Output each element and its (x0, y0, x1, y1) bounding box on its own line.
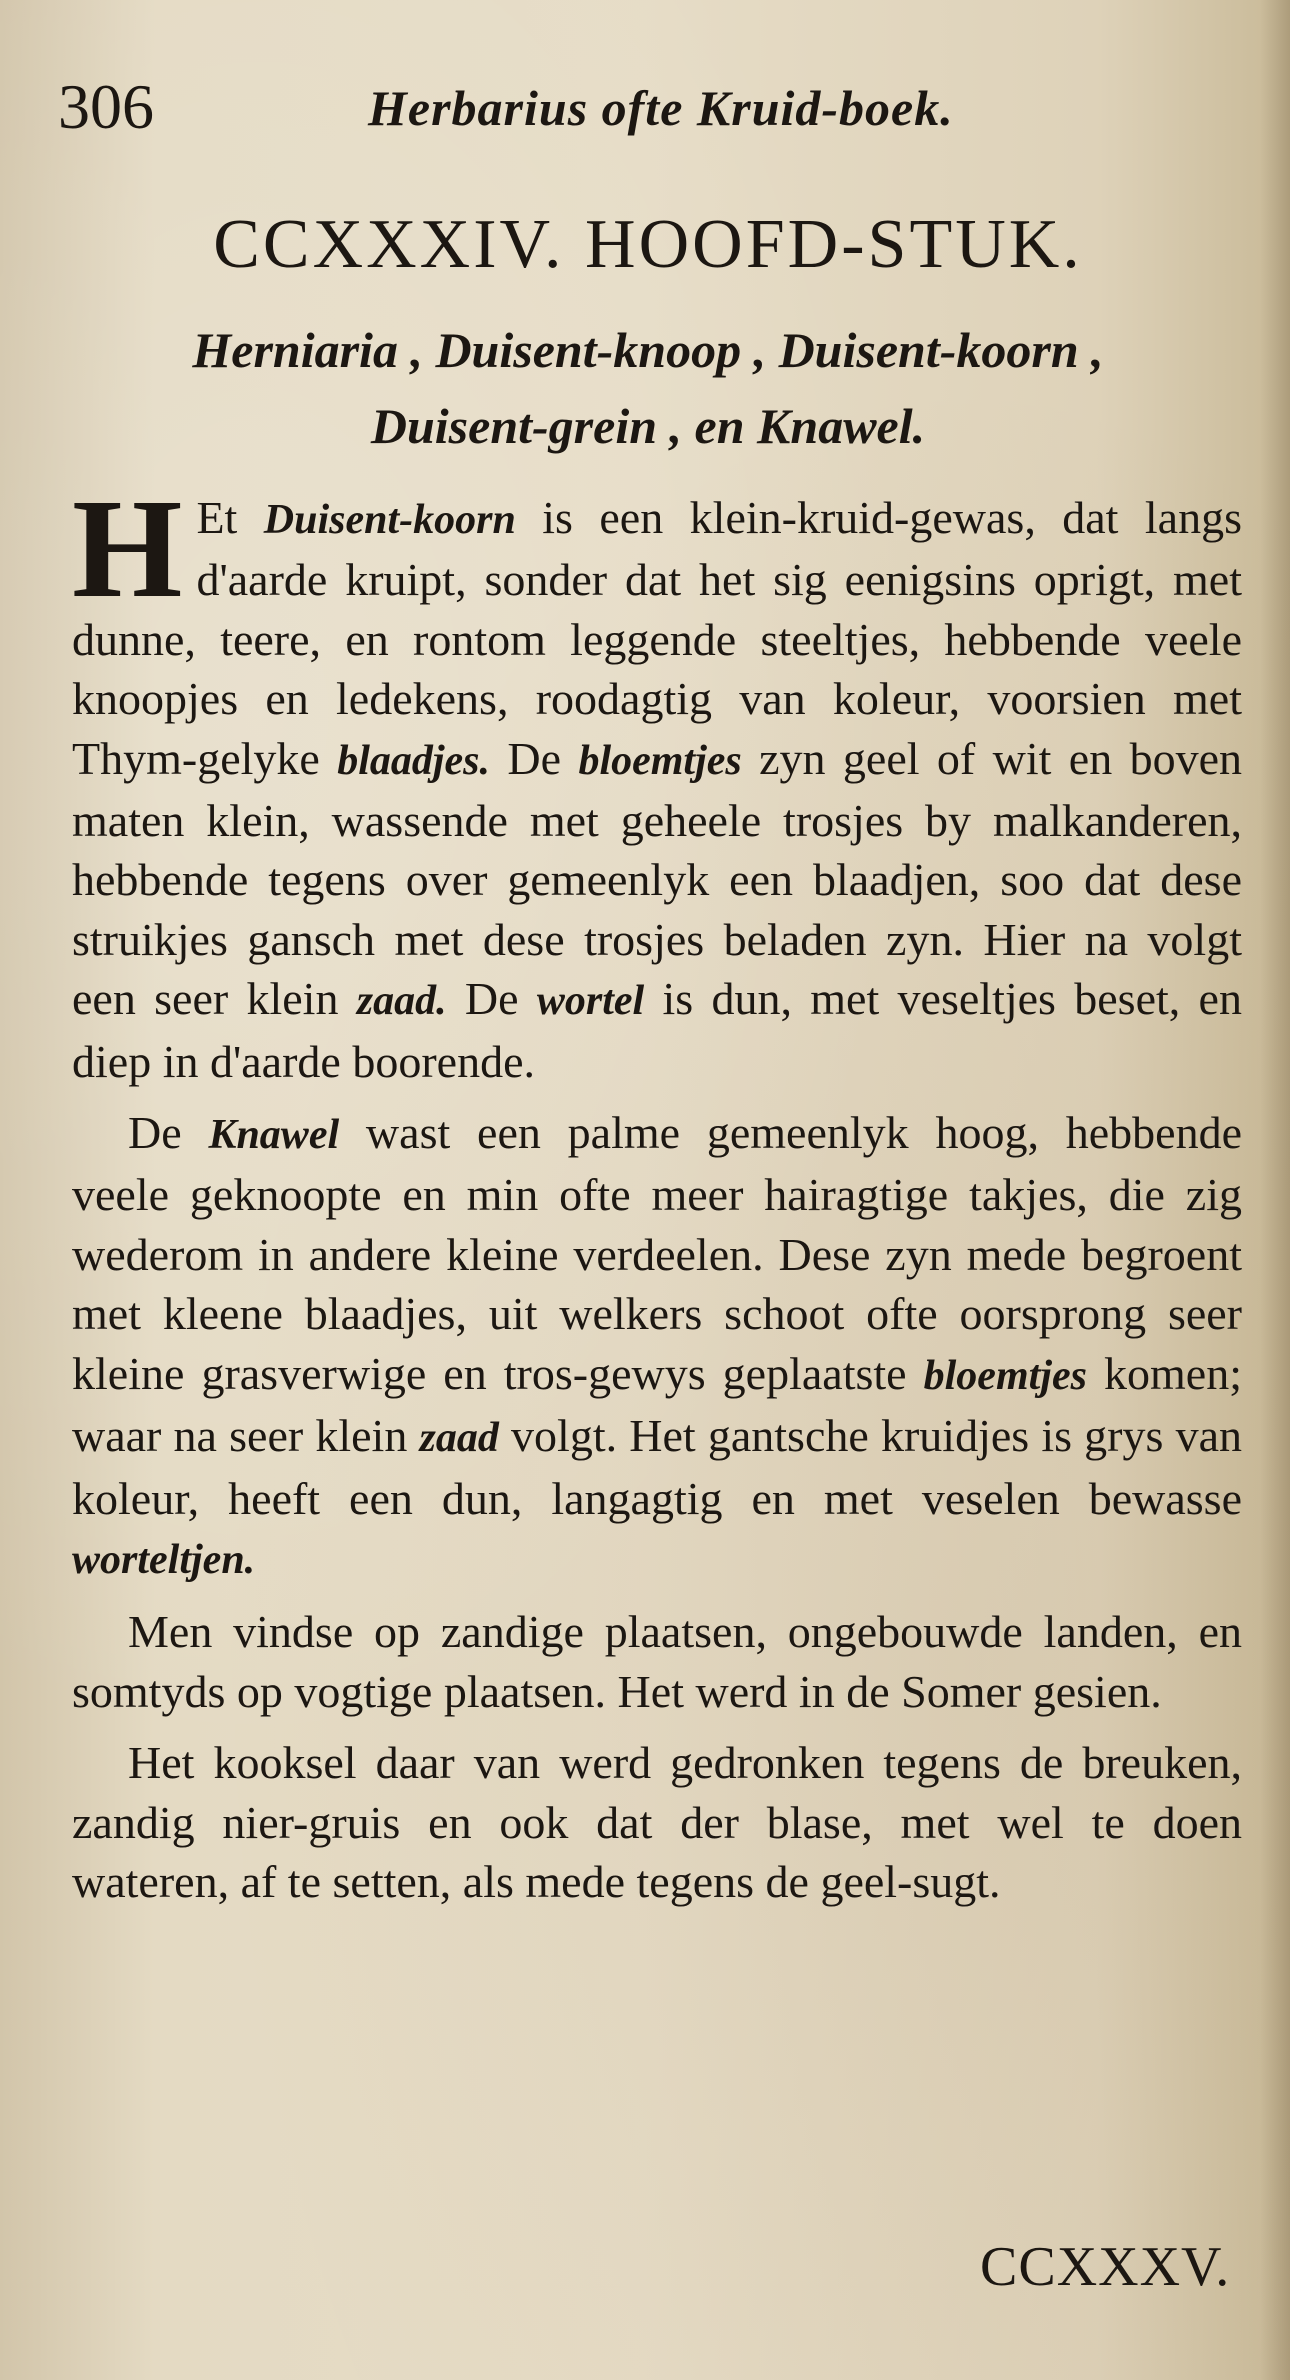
italic-term: zaad. (356, 978, 447, 1025)
italic-term: bloemtjes (578, 737, 742, 784)
text-run: Men vindse op zandige plaatsen, ongebouwde landen, en somtyds op vogtige plaatsen. Het werd in de Somer gesien. (72, 1606, 1242, 1717)
text-run: is dun, met veseltjes beset, en diep in d'aarde boorende. (72, 973, 1242, 1087)
italic-term: Duisent-koorn (263, 497, 516, 543)
body-text (72, 469, 1243, 1923)
text-run: De (128, 1107, 209, 1159)
chapter-subtitle (58, 312, 1238, 464)
page-edge-shadow (1260, 0, 1290, 2380)
paragraph-description (72, 469, 1243, 1091)
italic-term: wortel (536, 978, 645, 1025)
drop-cap: H (72, 469, 183, 627)
italic-term: blaadjes. (337, 737, 491, 784)
chapter-title: CCXXXIV. HOOFD-STUK. (213, 206, 1083, 283)
paragraph-use (72, 1733, 1242, 1911)
text-run: is een klein-kruid-gewas, dat langs d'aarde kruipt, sonder dat het sig eenigsins oprigt, met dunne, teere, en rontom leggende steeltjes, hebbende veele knoopjes en ledekens, roodagtig van koleur, voorsien met Thym-gelyke (72, 492, 1242, 784)
text-run: Het kooksel daar van werd gedronken tegens de breuken, zandig nier-gruis en ook dat der blase, met wel te doen wateren, af te setten, als mede tegens de geel-sugt. (72, 1737, 1242, 1907)
subtitle-line-1: Herniaria , Duisent-knoop , Duisent-koorn , (192, 322, 1104, 378)
text-run: wast een palme gemeenlyk hoog, hebbende veele geknoopte en min ofte meer hairagtige takjes, die zig wederom in andere kleine verdeelen. Dese zyn mede begroent met kleene blaadjes, uit welkers schoot ofte oorsprong seer kleine grasverwige en tros-gewys geplaatste (72, 1107, 1243, 1399)
page-number: 306 (58, 71, 154, 142)
text-run: Et (196, 492, 264, 543)
text-run: zyn geel of wit en boven maten klein, wassende met geheele trosjes by malkanderen, hebbende tegens over gemeenlyk een blaadjen, soo dat dese struikjes gansch met dese trosjes beladen zyn. Hier na volgt een seer klein (72, 732, 1243, 1025)
text-run: volgt. Het gantsche kruidjes is grys van koleur, heeft een dun, langagtig en met veselen bewasse (72, 1410, 1242, 1524)
running-head (58, 62, 1238, 152)
italic-term: worteltjen. (72, 1536, 256, 1583)
italic-term: bloemtjes (923, 1352, 1087, 1399)
italic-term: zaad (419, 1415, 499, 1462)
italic-term: Knawel (208, 1112, 340, 1159)
running-title: Herbarius ofte Kruid-boek. (368, 80, 954, 136)
paragraph-habitat (72, 1602, 1242, 1721)
text-run: komen; waar na seer klein (72, 1347, 1242, 1462)
subtitle-line-2: Duisent-grein , en Knawel. (370, 398, 926, 454)
catchword: CCXXXV. (980, 2236, 1231, 2298)
text-run: De (490, 732, 579, 784)
text-run: De (446, 973, 537, 1025)
paragraph-knawel (72, 1103, 1242, 1590)
